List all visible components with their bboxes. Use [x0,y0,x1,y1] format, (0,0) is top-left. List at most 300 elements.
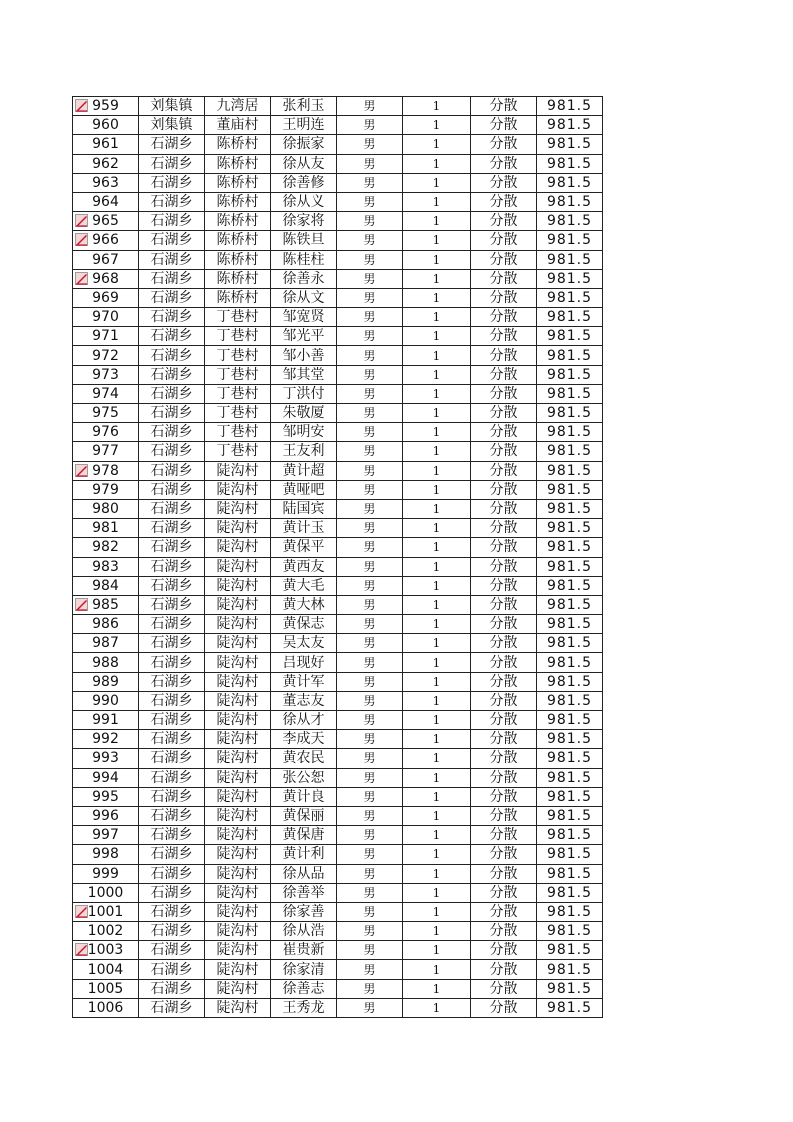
cell-village-text: 丁巷村 [216,347,259,364]
cell-sex [337,960,403,979]
cell-count [403,576,471,595]
cell-type-text: 分散 [489,884,518,901]
cell-number-text: 978 [92,462,119,479]
cell-count-text: 1 [432,636,441,651]
cell-sex-text: 男 [363,386,376,401]
cell-number-text: 977 [92,443,119,460]
cell-count [403,691,471,710]
cell-town [139,116,205,135]
cell-type-text: 分散 [489,270,518,287]
cell-number [73,998,139,1017]
cell-name-text: 陈桂柱 [282,251,325,268]
cell-town-text: 石湖乡 [150,443,193,460]
cell-sex-text: 男 [363,693,376,708]
comment-marker-icon[interactable] [75,943,88,956]
cell-town-text: 石湖乡 [150,999,193,1016]
table-row [73,192,603,211]
cell-number [73,327,139,346]
table-row [73,116,603,135]
cell-village [205,711,271,730]
cell-type-text: 分散 [489,462,518,479]
cell-sex [337,749,403,768]
cell-sex-text: 男 [363,655,376,670]
cell-town-text: 刘集镇 [150,117,193,134]
table-row [73,864,603,883]
cell-town [139,192,205,211]
cell-count [403,384,471,403]
cell-village-text: 陡沟村 [216,750,259,767]
comment-marker-icon[interactable] [75,233,88,246]
cell-count [403,922,471,941]
cell-count [403,864,471,883]
cell-name-text: 吕现好 [282,654,325,671]
cell-town-text: 石湖乡 [150,558,193,575]
cell-amount [537,212,603,231]
cell-number [73,576,139,595]
table-row [73,902,603,921]
cell-sex-text: 男 [363,137,376,152]
cell-name-text: 徐从文 [282,289,325,306]
cell-name-text: 黄计利 [282,846,325,863]
cell-count-text: 1 [432,847,441,862]
cell-count [403,442,471,461]
cell-number-text: 1003 [87,942,124,959]
cell-number-text: 960 [92,117,119,134]
table-row [73,269,603,288]
cell-number-text: 966 [92,232,119,249]
cell-number [73,404,139,423]
cell-sex-text: 男 [363,175,376,190]
cell-amount [537,231,603,250]
cell-sex-text: 男 [363,751,376,766]
cell-sex [337,442,403,461]
cell-amount-text: 981.5 [546,194,593,211]
cell-name-text: 黄保唐 [282,827,325,844]
cell-amount-text: 981.5 [546,712,593,729]
cell-sex-text: 男 [363,271,376,286]
cell-count-text: 1 [432,444,441,459]
cell-count [403,308,471,327]
cell-count-text: 1 [432,770,441,785]
cell-amount-text: 981.5 [546,673,593,690]
cell-amount [537,384,603,403]
cell-name-text: 黄哑吧 [282,481,325,498]
cell-sex [337,998,403,1017]
cell-number-text: 992 [92,731,119,748]
cell-village [205,922,271,941]
cell-type-text: 分散 [489,750,518,767]
cell-town-text: 石湖乡 [150,328,193,345]
cell-village-text: 陈桥村 [216,251,259,268]
cell-name-text: 崔贵新 [282,942,325,959]
cell-village [205,212,271,231]
cell-amount [537,960,603,979]
cell-number-text: 984 [92,577,119,594]
cell-name [271,883,337,902]
table-row [73,576,603,595]
cell-count [403,749,471,768]
cell-sex [337,499,403,518]
cell-number-text: 988 [92,654,119,671]
cell-name-text: 徐善举 [282,884,325,901]
cell-number-text: 983 [92,558,119,575]
cell-sex [337,902,403,921]
cell-amount [537,998,603,1017]
cell-town [139,404,205,423]
cell-type [471,902,537,921]
cell-type-text: 分散 [489,232,518,249]
cell-amount-text: 981.5 [546,520,593,537]
cell-type-text: 分散 [489,385,518,402]
cell-number [73,979,139,998]
cell-village-text: 丁巷村 [216,405,259,422]
table-row [73,768,603,787]
cell-count-text: 1 [432,924,441,939]
cell-count-text: 1 [432,732,441,747]
cell-name-text: 黄大林 [282,596,325,613]
cell-number [73,653,139,672]
cell-count-text: 1 [432,290,441,305]
cell-village-text: 陡沟村 [216,769,259,786]
cell-number [73,269,139,288]
cell-number-text: 970 [92,309,119,326]
cell-count [403,653,471,672]
cell-sex-text: 男 [363,521,376,536]
cell-name [271,672,337,691]
cell-town-text: 石湖乡 [150,827,193,844]
cell-amount-text: 981.5 [546,903,593,920]
cell-village [205,499,271,518]
cell-town [139,902,205,921]
cell-number [73,288,139,307]
cell-amount [537,806,603,825]
comment-marker-icon[interactable] [75,905,88,918]
cell-village-text: 陈桥村 [216,194,259,211]
cell-town-text: 石湖乡 [150,980,193,997]
cell-type [471,711,537,730]
cell-village-text: 陡沟村 [216,903,259,920]
comment-marker-icon[interactable] [75,99,88,112]
cell-count [403,423,471,442]
cell-name-text: 徐从友 [282,155,325,172]
table-row [73,826,603,845]
cell-village-text: 董庙村 [216,117,259,134]
cell-type-text: 分散 [489,520,518,537]
cell-count [403,154,471,173]
cell-name-text: 陆国宾 [282,501,325,518]
cell-name-text: 邹其堂 [282,366,325,383]
cell-sex [337,557,403,576]
cell-amount [537,97,603,116]
cell-count-text: 1 [432,943,441,958]
cell-town-text: 石湖乡 [150,616,193,633]
cell-number-text: 963 [92,174,119,191]
cell-type [471,960,537,979]
cell-village [205,941,271,960]
cell-village-text: 陡沟村 [216,462,259,479]
cell-number-text: 1005 [87,980,124,997]
cell-sex-text: 男 [363,99,376,114]
cell-count-text: 1 [432,175,441,190]
cell-village [205,557,271,576]
cell-number-text: 998 [92,846,119,863]
cell-number-text: 971 [92,328,119,345]
cell-count [403,135,471,154]
cell-number [73,212,139,231]
cell-village-text: 陈桥村 [216,174,259,191]
cell-sex [337,97,403,116]
cell-number-text: 986 [92,616,119,633]
cell-number-text: 959 [92,98,119,115]
cell-town-text: 石湖乡 [150,923,193,940]
cell-count [403,192,471,211]
cell-amount-text: 981.5 [546,692,593,709]
cell-sex-text: 男 [363,252,376,267]
cell-number-text: 1002 [87,923,124,940]
cell-village [205,154,271,173]
cell-number [73,634,139,653]
cell-town-text: 石湖乡 [150,654,193,671]
cell-village [205,691,271,710]
cell-town-text: 刘集镇 [150,98,193,115]
cell-count [403,538,471,557]
cell-name [271,173,337,192]
cell-village-text: 陡沟村 [216,980,259,997]
cell-name [271,154,337,173]
cell-count-text: 1 [432,751,441,766]
cell-count [403,634,471,653]
cell-type-text: 分散 [489,117,518,134]
cell-town-text: 石湖乡 [150,769,193,786]
cell-number [73,423,139,442]
cell-village-text: 丁巷村 [216,424,259,441]
cell-village [205,979,271,998]
cell-sex [337,768,403,787]
cell-name-text: 李成天 [282,731,325,748]
cell-number [73,960,139,979]
table-row [73,480,603,499]
cell-number [73,231,139,250]
cell-number [73,806,139,825]
cell-village-text: 陡沟村 [216,692,259,709]
cell-name-text: 黄计军 [282,673,325,690]
cell-town-text: 石湖乡 [150,462,193,479]
cell-count-text: 1 [432,463,441,478]
cell-amount [537,672,603,691]
cell-type [471,404,537,423]
cell-name [271,212,337,231]
cell-type [471,97,537,116]
cell-sex [337,691,403,710]
cell-type [471,154,537,173]
cell-sex [337,480,403,499]
table-row [73,519,603,538]
table-row [73,806,603,825]
cell-amount [537,538,603,557]
cell-sex-text: 男 [363,118,376,133]
cell-type [471,135,537,154]
cell-type [471,634,537,653]
cell-sex-text: 男 [363,425,376,440]
cell-count [403,672,471,691]
cell-sex-text: 男 [363,406,376,421]
cell-village [205,269,271,288]
cell-amount [537,346,603,365]
table-row [73,634,603,653]
cell-name [271,269,337,288]
cell-number-text: 981 [92,520,119,537]
cell-number [73,442,139,461]
cell-count [403,212,471,231]
cell-sex-text: 男 [363,847,376,862]
table-row [73,154,603,173]
cell-amount-text: 981.5 [546,577,593,594]
cell-amount [537,173,603,192]
cell-amount [537,404,603,423]
cell-amount [537,499,603,518]
cell-town-text: 石湖乡 [150,961,193,978]
cell-name [271,442,337,461]
cell-number [73,864,139,883]
cell-sex-text: 男 [363,195,376,210]
cell-town [139,634,205,653]
cell-sex [337,327,403,346]
table-row [73,288,603,307]
cell-amount-text: 981.5 [546,596,593,613]
cell-town [139,941,205,960]
cell-number-text: 991 [92,712,119,729]
cell-type [471,269,537,288]
cell-village [205,883,271,902]
cell-sex-text: 男 [363,943,376,958]
cell-type-text: 分散 [489,194,518,211]
cell-count-text: 1 [432,693,441,708]
cell-type-text: 分散 [489,942,518,959]
cell-sex [337,864,403,883]
cell-sex [337,615,403,634]
cell-sex [337,269,403,288]
cell-name [271,941,337,960]
cell-village-text: 陡沟村 [216,539,259,556]
cell-name-text: 黄保志 [282,616,325,633]
cell-village [205,250,271,269]
cell-amount [537,883,603,902]
cell-type-text: 分散 [489,635,518,652]
cell-amount-text: 981.5 [546,289,593,306]
cell-sex [337,941,403,960]
cell-type-text: 分散 [489,673,518,690]
comment-marker-icon[interactable] [75,598,88,611]
table-row [73,979,603,998]
comment-marker-icon[interactable] [75,214,88,227]
cell-amount-text: 981.5 [546,347,593,364]
cell-name-text: 邹光平 [282,328,325,345]
cell-village-text: 丁巷村 [216,385,259,402]
cell-name-text: 徐善永 [282,270,325,287]
cell-name [271,461,337,480]
cell-count [403,404,471,423]
cell-count-text: 1 [432,271,441,286]
cell-village-text: 陡沟村 [216,654,259,671]
cell-town [139,365,205,384]
cell-number-text: 975 [92,405,119,422]
cell-village [205,538,271,557]
cell-amount [537,308,603,327]
cell-type-text: 分散 [489,405,518,422]
cell-amount-text: 981.5 [546,328,593,345]
cell-name [271,231,337,250]
cell-name-text: 黄保丽 [282,808,325,825]
comment-marker-icon[interactable] [75,272,88,285]
cell-amount-text: 981.5 [546,999,593,1016]
cell-village-text: 陡沟村 [216,520,259,537]
cell-name [271,135,337,154]
table-row [73,922,603,941]
cell-sex [337,250,403,269]
cell-sex [337,634,403,653]
cell-number [73,902,139,921]
cell-sex [337,154,403,173]
cell-name [271,730,337,749]
cell-sex-text: 男 [363,981,376,996]
cell-name-text: 丁洪付 [282,385,325,402]
cell-amount-text: 981.5 [546,136,593,153]
cell-town-text: 石湖乡 [150,385,193,402]
cell-name-text: 徐家清 [282,961,325,978]
cell-town [139,595,205,614]
comment-marker-icon[interactable] [75,464,88,477]
cell-village-text: 陡沟村 [216,808,259,825]
cell-village [205,806,271,825]
cell-town [139,346,205,365]
cell-name-text: 徐家善 [282,903,325,920]
cell-sex [337,212,403,231]
cell-count-text: 1 [432,866,441,881]
cell-village [205,864,271,883]
cell-number [73,116,139,135]
table-row [73,231,603,250]
cell-name [271,365,337,384]
cell-number-text: 982 [92,539,119,556]
cell-name-text: 吴太友 [282,635,325,652]
cell-town [139,538,205,557]
cell-town [139,250,205,269]
cell-type-text: 分散 [489,731,518,748]
cell-name [271,576,337,595]
cell-name [271,595,337,614]
cell-amount-text: 981.5 [546,846,593,863]
cell-village-text: 陡沟村 [216,712,259,729]
cell-type-text: 分散 [489,712,518,729]
cell-amount-text: 981.5 [546,942,593,959]
cell-type [471,998,537,1017]
cell-count-text: 1 [432,540,441,555]
cell-number-text: 989 [92,673,119,690]
cell-sex-text: 男 [363,809,376,824]
cell-amount [537,691,603,710]
cell-amount-text: 981.5 [546,251,593,268]
cell-count [403,173,471,192]
cell-name-text: 徐从品 [282,865,325,882]
cell-type-text: 分散 [489,923,518,940]
cell-village [205,615,271,634]
cell-town-text: 石湖乡 [150,903,193,920]
cell-village-text: 陡沟村 [216,577,259,594]
cell-town [139,998,205,1017]
cell-town [139,768,205,787]
cell-town [139,499,205,518]
cell-number [73,154,139,173]
